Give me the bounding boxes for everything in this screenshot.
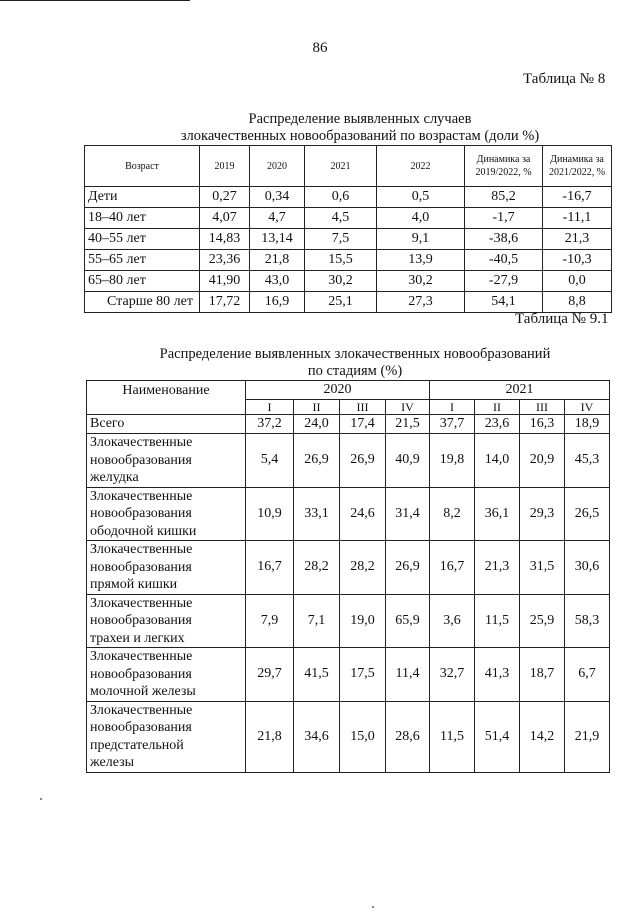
table-row: [87, 541, 610, 595]
table-cell: 10,9: [246, 487, 294, 541]
table-cell: 11,5: [430, 701, 475, 772]
table-cell: 14,2: [520, 701, 565, 772]
table-cell: 32,7: [430, 648, 475, 702]
row-label-line: молочной железы: [90, 684, 196, 699]
stage-header: IV: [386, 400, 430, 415]
row-label-line: новообразования: [90, 720, 192, 735]
table-cell: 65,9: [386, 594, 430, 648]
table-cell: -16,7: [543, 187, 612, 208]
table8-caption-line1: Распределение выявленных случаев: [248, 111, 472, 127]
table-cell: 0,6: [305, 187, 377, 208]
table-cell: -11,1: [543, 208, 612, 229]
row-label: Всего: [87, 415, 246, 434]
table-cell: 41,3: [475, 648, 520, 702]
table-cell: 9,1: [377, 229, 465, 250]
age-group-label: 18–40 лет: [85, 208, 200, 229]
table-row: [87, 594, 610, 648]
table-cell: 40,9: [386, 434, 430, 488]
total-row: [87, 415, 610, 434]
table8-header-cell: Динамика за 2019/2022, %: [465, 146, 543, 187]
table-cell: 0,0: [543, 271, 612, 292]
table9-caption-line1: Распределение выявленных злокачественных новообразований: [159, 346, 551, 362]
table9-label: Таблица № 9.1: [515, 311, 609, 327]
table-cell: 5,4: [246, 434, 294, 488]
row-label-line: Злокачественные: [90, 649, 193, 664]
row-label: [87, 487, 246, 541]
stage-header: III: [520, 400, 565, 415]
table9-caption: [120, 346, 590, 380]
table-cell: 6,7: [565, 648, 610, 702]
table8-header-cell: 2022: [377, 146, 465, 187]
age-group-label: 40–55 лет: [85, 229, 200, 250]
year-header: 2021: [430, 381, 610, 400]
table-cell: 29,7: [246, 648, 294, 702]
table-cell: 18,9: [565, 415, 610, 434]
table-cell: 54,1: [465, 292, 543, 313]
stage-header: I: [246, 400, 294, 415]
table-row: [87, 701, 610, 772]
table-cell: 31,4: [386, 487, 430, 541]
table-cell: 30,6: [565, 541, 610, 595]
row-label-line: трахеи и легких: [90, 630, 185, 646]
table-cell: 85,2: [465, 187, 543, 208]
table8-caption: [140, 111, 580, 145]
age-group-label: 55–65 лет: [85, 250, 200, 271]
row-label-line: железы: [90, 755, 135, 770]
table-cell: 26,5: [565, 487, 610, 541]
row-label-line: ободочной кишки: [90, 523, 197, 539]
table-cell: 58,3: [565, 594, 610, 648]
table-cell: 8,8: [543, 292, 612, 313]
table-cell: 16,7: [430, 541, 475, 595]
table-cell: -38,6: [465, 229, 543, 250]
table-cell: 20,9: [520, 434, 565, 488]
table-cell: -1,7: [465, 208, 543, 229]
table-cell: 26,9: [294, 434, 340, 488]
table9-caption-line2: по стадиям (%): [307, 363, 403, 379]
row-label-line: новообразования: [90, 613, 192, 628]
table-cell: 36,1: [475, 487, 520, 541]
table-cell: 4,5: [305, 208, 377, 229]
table-cell: 25,9: [520, 594, 565, 648]
stage-header: II: [294, 400, 340, 415]
table-cell: 17,5: [340, 648, 386, 702]
table-cell: 4,07: [200, 208, 250, 229]
row-label-line: предстательной: [90, 737, 184, 753]
table-cell: 4,0: [377, 208, 465, 229]
table-cell: 28,2: [294, 541, 340, 595]
table-cell: 27,3: [377, 292, 465, 313]
row-label: [87, 594, 246, 648]
age-distribution-table: [84, 145, 612, 313]
table-cell: 11,5: [475, 594, 520, 648]
table-cell: 7,1: [294, 594, 340, 648]
stage-distribution-table: [86, 380, 610, 773]
stage-header: II: [475, 400, 520, 415]
top-rule: [0, 0, 190, 1]
table-cell: 17,72: [200, 292, 250, 313]
table-cell: 0,27: [200, 187, 250, 208]
stage-header: IV: [565, 400, 610, 415]
table-cell: 3,6: [430, 594, 475, 648]
table-cell: 51,4: [475, 701, 520, 772]
table-cell: 14,0: [475, 434, 520, 488]
row-label-line: Злокачественные: [90, 702, 193, 718]
name-column-header: Наименование: [87, 381, 246, 415]
row-label-line: желудка: [90, 470, 139, 485]
table-cell: -40,5: [465, 250, 543, 271]
table-cell: -10,3: [543, 250, 612, 271]
table-cell: 7,5: [305, 229, 377, 250]
stage-header: I: [430, 400, 475, 415]
age-group-label: Старше 80 лет: [85, 292, 200, 313]
table-cell: 26,9: [386, 541, 430, 595]
table-row: [87, 434, 610, 488]
row-label-line: прямой кишки: [90, 577, 178, 592]
table-cell: 19,0: [340, 594, 386, 648]
table8-header-cell: 2020: [250, 146, 305, 187]
table8-header-cell: Возраст: [85, 146, 200, 187]
stage-header: III: [340, 400, 386, 415]
scan-speck: [372, 906, 374, 908]
row-label-line: новообразования: [90, 452, 192, 468]
row-label: [87, 541, 246, 595]
page-number: 86: [312, 40, 328, 56]
table-cell: 21,3: [543, 229, 612, 250]
table-row: [85, 229, 612, 250]
row-label-line: новообразования: [90, 666, 192, 682]
table-cell: 21,3: [475, 541, 520, 595]
table-cell: 31,5: [520, 541, 565, 595]
table-row: [87, 648, 610, 702]
table-row: [85, 292, 612, 313]
row-label-line: новообразования: [90, 559, 192, 575]
table-row: [85, 271, 612, 292]
age-group-label: 65–80 лет: [85, 271, 200, 292]
table-row: [85, 208, 612, 229]
table-cell: 19,8: [430, 434, 475, 488]
table-cell: 16,3: [520, 415, 565, 434]
table-cell: 15,0: [340, 701, 386, 772]
table-cell: -27,9: [465, 271, 543, 292]
table-cell: 33,1: [294, 487, 340, 541]
table-row: [85, 187, 612, 208]
table-cell: 41,90: [200, 271, 250, 292]
table-cell: 17,4: [340, 415, 386, 434]
row-label-line: Злокачественные: [90, 595, 193, 611]
table-cell: 11,4: [386, 648, 430, 702]
table-cell: 23,36: [200, 250, 250, 271]
row-label-line: Злокачественные: [90, 435, 193, 450]
table-cell: 28,2: [340, 541, 386, 595]
table-cell: 0,34: [250, 187, 305, 208]
table8-header-row: [85, 146, 612, 187]
table-cell: 18,7: [520, 648, 565, 702]
table-cell: 23,6: [475, 415, 520, 434]
table-cell: 14,83: [200, 229, 250, 250]
table-cell: 4,7: [250, 208, 305, 229]
table8-header-cell: 2021: [305, 146, 377, 187]
table-cell: 45,3: [565, 434, 610, 488]
table-cell: 29,3: [520, 487, 565, 541]
scan-speck: [40, 798, 42, 800]
table-cell: 37,7: [430, 415, 475, 434]
table-cell: 30,2: [305, 271, 377, 292]
table-cell: 34,6: [294, 701, 340, 772]
table-cell: 16,7: [246, 541, 294, 595]
table-cell: 7,9: [246, 594, 294, 648]
table-cell: 21,9: [565, 701, 610, 772]
row-label: [87, 434, 246, 488]
table-cell: 21,8: [246, 701, 294, 772]
table-cell: 25,1: [305, 292, 377, 313]
row-label: [87, 648, 246, 702]
table-cell: 13,9: [377, 250, 465, 271]
table-cell: 26,9: [340, 434, 386, 488]
row-label: [87, 701, 246, 772]
table-cell: 24,6: [340, 487, 386, 541]
table-cell: 24,0: [294, 415, 340, 434]
table-cell: 30,2: [377, 271, 465, 292]
table-cell: 8,2: [430, 487, 475, 541]
table-row: [87, 487, 610, 541]
table-cell: 28,6: [386, 701, 430, 772]
table-cell: 21,5: [386, 415, 430, 434]
table-cell: 41,5: [294, 648, 340, 702]
age-group-label: Дети: [85, 187, 200, 208]
table8-header-cell: 2019: [200, 146, 250, 187]
table-cell: 43,0: [250, 271, 305, 292]
table-cell: 37,2: [246, 415, 294, 434]
row-label-line: Злокачественные: [90, 488, 193, 504]
table-cell: 16,9: [250, 292, 305, 313]
table8-header-cell: Динамика за 2021/2022, %: [543, 146, 612, 187]
table8-caption-line2: злокачественных новообразований по возрастам (доли %): [180, 128, 540, 144]
row-label-line: новообразования: [90, 506, 192, 521]
row-label-line: Злокачественные: [90, 542, 193, 557]
table-cell: 0,5: [377, 187, 465, 208]
table9-header-row-years: [87, 381, 610, 400]
table-cell: 13,14: [250, 229, 305, 250]
table-row: [85, 250, 612, 271]
table-cell: 21,8: [250, 250, 305, 271]
year-header: 2020: [246, 381, 430, 400]
table-cell: 15,5: [305, 250, 377, 271]
table8-label: Таблица № 8: [523, 71, 606, 87]
